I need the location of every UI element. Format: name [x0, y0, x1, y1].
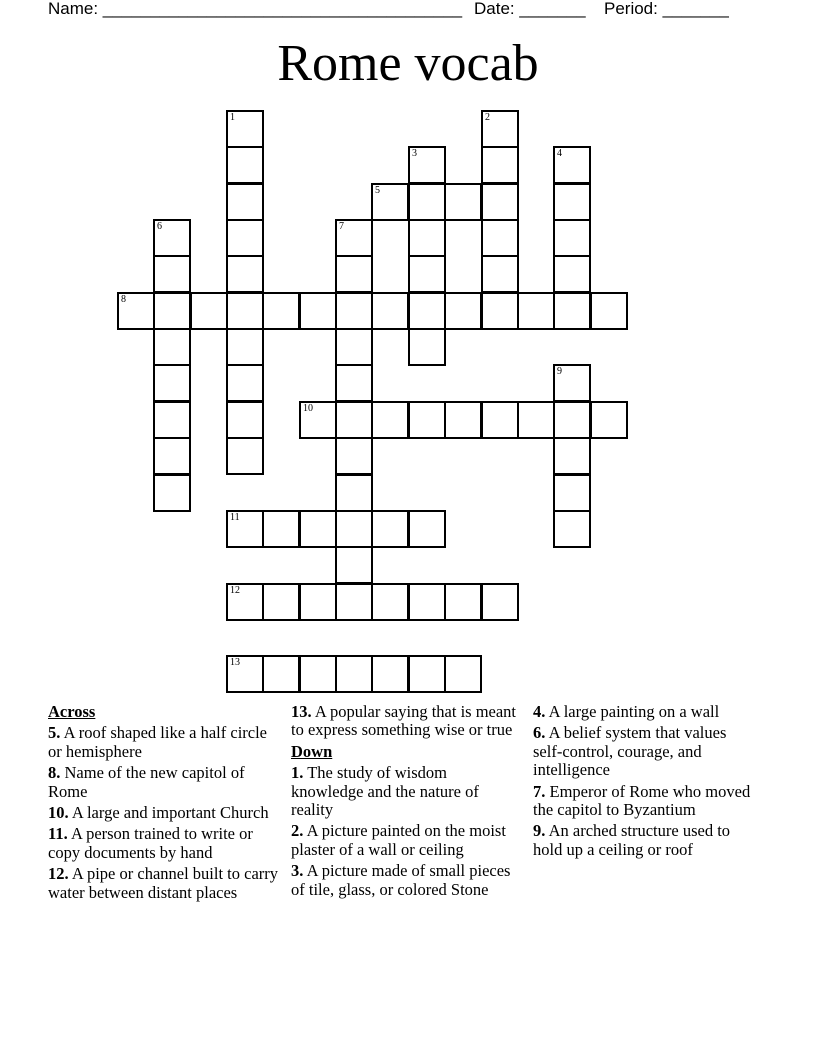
crossword-cell[interactable]	[553, 510, 591, 548]
cell-number: 11	[230, 512, 240, 523]
crossword-cell[interactable]	[226, 183, 264, 221]
crossword-cell[interactable]	[153, 474, 191, 512]
clue-number: 12.	[48, 864, 69, 884]
clue-across-8	[48, 764, 280, 801]
clue-text: A roof shaped like a half circle or hemisphere	[48, 723, 268, 761]
crossword-cell[interactable]	[226, 437, 264, 475]
clue-number: 5.	[48, 723, 61, 743]
crossword-cell[interactable]	[226, 110, 264, 148]
crossword-cell[interactable]	[117, 292, 155, 330]
crossword-cell[interactable]	[481, 146, 519, 184]
crossword-cell[interactable]	[481, 110, 519, 148]
crossword-cell[interactable]	[226, 401, 264, 439]
crossword-cell[interactable]	[517, 292, 555, 330]
clue-text: A picture painted on the moist plaster of a wall or ceiling	[291, 821, 506, 859]
clue-text: A large painting on a wall	[548, 702, 720, 721]
crossword-cell[interactable]	[226, 255, 264, 293]
crossword-cell[interactable]	[153, 328, 191, 366]
crossword-cell[interactable]	[371, 183, 409, 221]
crossword-cell[interactable]	[444, 292, 482, 330]
crossword-cell[interactable]	[226, 364, 264, 402]
crossword-cell[interactable]	[335, 328, 373, 366]
crossword-cell[interactable]	[335, 219, 373, 257]
crossword-cell[interactable]	[408, 219, 446, 257]
clue-number: 1.	[291, 763, 304, 783]
cell-number: 7	[339, 221, 344, 232]
crossword-cell[interactable]	[553, 292, 591, 330]
crossword-cell[interactable]	[553, 219, 591, 257]
clue-text: A picture made of small pieces of tile, glass, or colored Stone	[291, 861, 511, 899]
crossword-cell[interactable]	[590, 401, 628, 439]
clue-across-12	[48, 865, 280, 902]
clue-text: Emperor of Rome who moved the capitol to Byzantium	[533, 781, 751, 820]
cell-number: 4	[557, 148, 562, 159]
crossword-cell[interactable]	[408, 255, 446, 293]
crossword-cell[interactable]	[408, 292, 446, 330]
clues-column-1	[48, 703, 280, 905]
crossword-cell[interactable]	[226, 655, 264, 693]
crossword-cell[interactable]	[553, 401, 591, 439]
crossword-cell[interactable]	[262, 655, 300, 693]
cell-number: 2	[485, 112, 490, 123]
clue-text: A large and important Church	[71, 803, 269, 823]
cell-number: 5	[375, 185, 380, 196]
clue-down-3	[291, 862, 523, 899]
clues-column-2	[291, 703, 523, 902]
clue-number: 3.	[291, 861, 304, 881]
date-field[interactable]: Date: _______	[474, 0, 586, 18]
clue-text: A person trained to write or copy documents by hand	[48, 824, 253, 862]
clue-down-2	[291, 822, 523, 859]
crossword-cell[interactable]	[481, 183, 519, 221]
crossword-cell[interactable]	[299, 583, 337, 621]
clue-across-11	[48, 825, 280, 862]
crossword-cell[interactable]	[335, 437, 373, 475]
crossword-cell[interactable]	[590, 292, 628, 330]
cell-number: 1	[230, 112, 235, 123]
crossword-cell[interactable]	[153, 292, 191, 330]
clue-text: A belief system that values self-control, courage, and intelligence	[533, 723, 727, 780]
clue-across-10	[48, 804, 280, 822]
crossword-cell[interactable]	[262, 583, 300, 621]
name-field[interactable]: Name: ______________________________________	[48, 0, 463, 18]
crossword-cell[interactable]	[335, 401, 373, 439]
crossword-cell[interactable]	[153, 364, 191, 402]
crossword-cell[interactable]	[226, 510, 264, 548]
crossword-cell[interactable]	[371, 510, 409, 548]
crossword-cell[interactable]	[299, 655, 337, 693]
clue-number: 11.	[48, 824, 68, 844]
crossword-cell[interactable]	[226, 328, 264, 366]
crossword-cell[interactable]	[371, 655, 409, 693]
crossword-cell[interactable]	[481, 292, 519, 330]
clue-across-13	[291, 703, 523, 740]
crossword-cell[interactable]	[226, 583, 264, 621]
clue-text: An arched structure used to hold up a ceiling or roof	[533, 821, 731, 859]
crossword-cell[interactable]	[553, 437, 591, 475]
clue-number: 7.	[533, 781, 546, 801]
crossword-cell[interactable]	[371, 292, 409, 330]
crossword-cell[interactable]	[335, 474, 373, 512]
crossword-cell[interactable]	[553, 146, 591, 184]
crossword-cell[interactable]	[481, 401, 519, 439]
crossword-cell[interactable]	[408, 328, 446, 366]
crossword-cell[interactable]	[408, 583, 446, 621]
clue-down-6	[533, 724, 753, 779]
crossword-cell[interactable]	[153, 219, 191, 257]
crossword-cell[interactable]	[335, 583, 373, 621]
clue-down-9	[533, 822, 753, 859]
crossword-cell[interactable]	[371, 583, 409, 621]
cell-number: 8	[121, 294, 126, 305]
crossword-cell[interactable]	[335, 510, 373, 548]
clue-text: The study of wisdom knowledge and the nature of reality	[291, 763, 479, 820]
clues-column-3	[533, 703, 753, 862]
clue-number: 9.	[533, 821, 546, 841]
crossword-cell[interactable]	[408, 183, 446, 221]
crossword-cell[interactable]	[444, 401, 482, 439]
clue-number: 2.	[291, 821, 304, 841]
crossword-cell[interactable]	[553, 255, 591, 293]
cell-number: 9	[557, 366, 562, 377]
crossword-cell[interactable]	[481, 583, 519, 621]
clue-number: 6.	[533, 723, 546, 743]
crossword-cell[interactable]	[553, 364, 591, 402]
clue-number: 13.	[291, 702, 312, 721]
down-heading: Down	[291, 741, 333, 761]
cell-number: 12	[230, 585, 240, 596]
crossword-cell[interactable]	[153, 401, 191, 439]
crossword-cell[interactable]	[299, 510, 337, 548]
crossword-cell[interactable]	[371, 401, 409, 439]
cell-number: 6	[157, 221, 162, 232]
crossword-cell[interactable]	[517, 401, 555, 439]
crossword-cell[interactable]	[335, 364, 373, 402]
crossword-cell[interactable]	[335, 546, 373, 584]
crossword-cell[interactable]	[335, 655, 373, 693]
clue-text: Name of the new capitol of Rome	[48, 763, 245, 801]
crossword-cell[interactable]	[226, 219, 264, 257]
crossword-cell[interactable]	[481, 255, 519, 293]
crossword-cell[interactable]	[153, 255, 191, 293]
across-heading: Across	[48, 702, 96, 721]
crossword-cell[interactable]	[299, 292, 337, 330]
crossword-cell[interactable]	[553, 474, 591, 512]
clue-text: A popular saying that is meant to express something wise or true	[291, 702, 517, 740]
clue-number: 10.	[48, 803, 69, 823]
cell-number: 13	[230, 657, 240, 668]
crossword-cell[interactable]	[226, 292, 264, 330]
crossword-cell[interactable]	[190, 292, 228, 330]
crossword-cell[interactable]	[444, 655, 482, 693]
cell-number: 10	[303, 403, 313, 414]
crossword-cell[interactable]	[444, 583, 482, 621]
period-field[interactable]: Period: _______	[604, 0, 729, 18]
crossword-cell[interactable]	[262, 292, 300, 330]
clue-across-5	[48, 724, 280, 761]
clue-down-7	[533, 783, 753, 820]
cell-number: 3	[412, 148, 417, 159]
crossword-cell[interactable]	[408, 146, 446, 184]
crossword-cell[interactable]	[262, 510, 300, 548]
clue-number: 8.	[48, 763, 61, 783]
clue-text: A pipe or channel built to carry water between distant places	[48, 864, 279, 902]
crossword-cell[interactable]	[481, 219, 519, 257]
crossword-cell[interactable]	[299, 401, 337, 439]
page-title: Rome vocab	[277, 35, 539, 92]
crossword-cell[interactable]	[553, 183, 591, 221]
crossword-cell[interactable]	[335, 255, 373, 293]
crossword-cell[interactable]	[226, 146, 264, 184]
crossword-cell[interactable]	[408, 655, 446, 693]
crossword-cell[interactable]	[408, 510, 446, 548]
crossword-cell[interactable]	[444, 183, 482, 221]
clue-down-4	[533, 703, 753, 721]
crossword-cell[interactable]	[153, 437, 191, 475]
crossword-cell[interactable]	[408, 401, 446, 439]
clue-number: 4.	[533, 702, 546, 721]
clue-down-1	[291, 764, 523, 819]
crossword-cell[interactable]	[335, 292, 373, 330]
